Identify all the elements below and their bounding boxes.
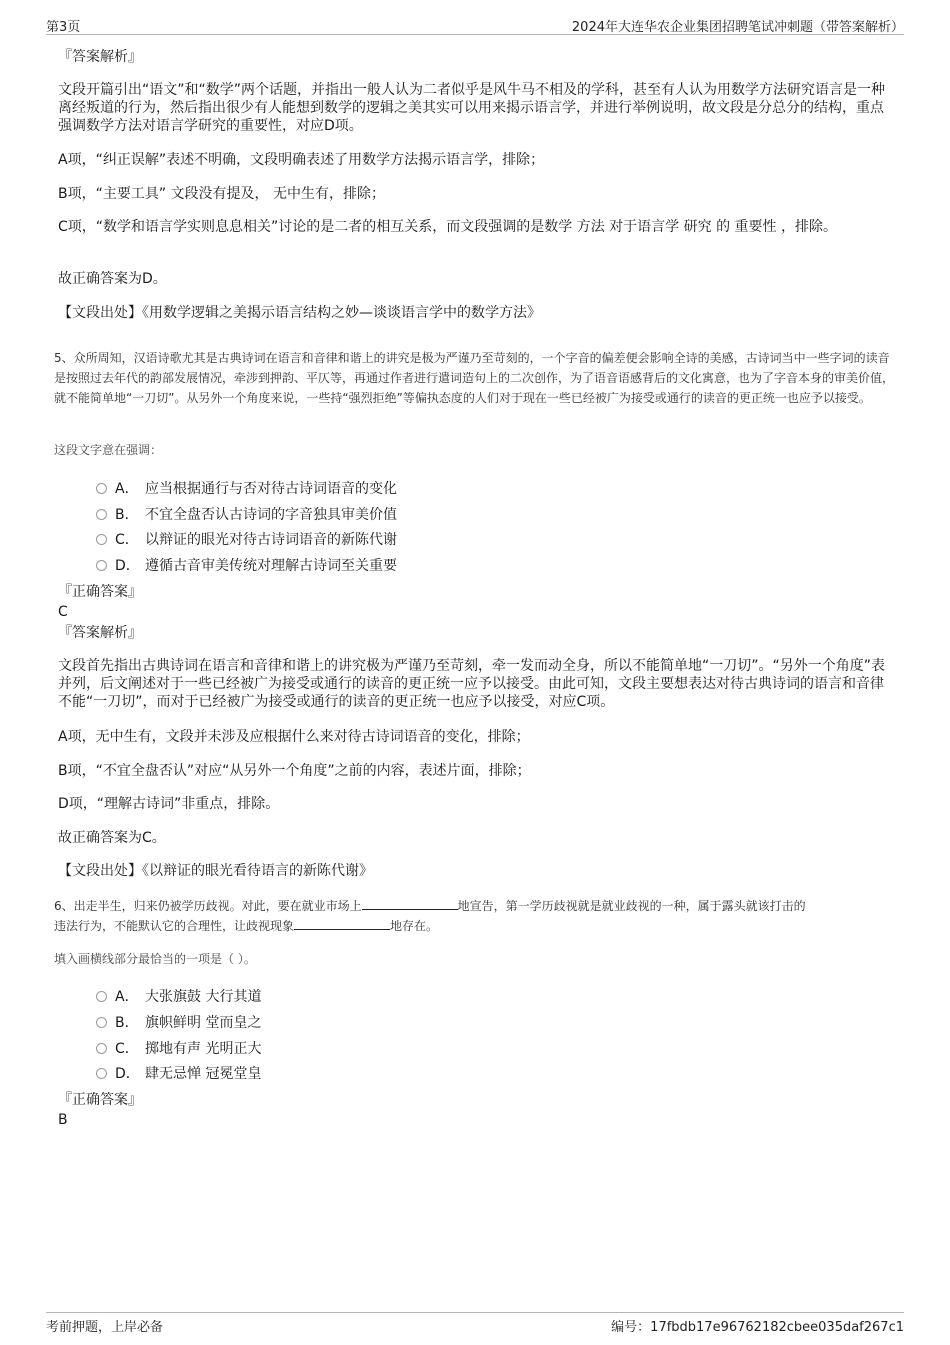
stem-part: 6、出走半生，归来仍被学历歧视。对此，要在就业市场上 (54, 899, 362, 913)
radio-icon[interactable] (96, 991, 107, 1002)
code-value: 17fbdb17e96762182cbee035daf267c1 (650, 1320, 904, 1335)
analysis-paragraph: 文段开篇引出“语文”和“数学”两个话题，并指出一般人认为二者似乎是风牛马不相及的学科，甚至有人认为用数学方法研究语言是一种离经叛道的行为，然后指出很少有人能想到数学的逻辑之美其实可以用来揭示语言学，并进行举例说明，故文段是分总分的结构，重点强调数学方法对语言学研究的重要性，对应D项。 (58, 82, 886, 134)
option-letter: B． (115, 1015, 139, 1031)
code-label: 编号： (611, 1320, 651, 1335)
option-text: 以辩证的眼光对待古诗词语音的新陈代谢 (145, 532, 397, 548)
analysis-option-c: C项，“数学和语言学实则息息相关”讨论的是二者的相互关系，而文段强调的是数学 方法 对于语言学 研究 的 重要性 ，排除。 (58, 219, 837, 235)
question-stem (54, 896, 896, 936)
stem-part: 地宣告，第一学历歧视就是就业歧视的一种，属于露头就该打击的 (457, 899, 806, 913)
analysis-option-d: D项，“理解古诗词”非重点，排除。 (58, 796, 280, 812)
option-text: 遵循古音审美传统对理解古诗词至关重要 (145, 558, 397, 574)
analysis-conclusion: 故正确答案为D。 (58, 271, 167, 287)
source-citation: 【文段出处】《以辩证的眼光看待语言的新陈代谢》 (58, 863, 373, 879)
option-a[interactable] (96, 986, 261, 1006)
radio-icon[interactable] (96, 1068, 107, 1079)
analysis-option-a: A项，“纠正误解”表述不明确，文段明确表述了用数学方法揭示语言学，排除； (58, 152, 545, 168)
option-a[interactable] (96, 478, 397, 498)
analysis-option-b: B项，“主要工具” 文段没有提及， 无中生有，排除； (58, 186, 386, 202)
option-letter: C． (115, 532, 139, 548)
radio-icon[interactable] (96, 534, 107, 545)
correct-answer: B (58, 1112, 68, 1128)
option-d[interactable] (96, 555, 397, 575)
option-letter: B． (115, 507, 139, 523)
analysis-conclusion: 故正确答案为C。 (58, 830, 166, 846)
radio-icon[interactable] (96, 1017, 107, 1028)
analysis-option-b: B项，“不宜全盘否认”对应“从另外一个角度”之前的内容，表述片面，排除； (58, 763, 531, 779)
analysis-tag: 『答案解析』 (58, 49, 142, 65)
radio-icon[interactable] (96, 1043, 107, 1054)
option-b[interactable] (96, 504, 397, 524)
option-letter: C． (115, 1041, 139, 1057)
analysis-option-a: A项，无中生有，文段并未涉及应根据什么来对待古诗词语音的变化，排除； (58, 729, 530, 745)
option-c[interactable] (96, 529, 397, 549)
option-text: 旗帜鲜明 堂而皇之 (145, 1015, 262, 1031)
option-text: 掷地有声 光明正大 (145, 1041, 262, 1057)
question-prompt: 填入画横线部分最恰当的一项是（ ）。 (54, 952, 256, 966)
footer-slogan: 考前押题，上岸必备 (46, 1320, 164, 1335)
option-letter: A． (115, 481, 139, 497)
correct-answer-tag: 『正确答案』 (58, 1092, 142, 1108)
analysis-paragraph: 文段首先指出古典诗词在语言和音律和谐上的讲究极为严谨乃至苛刻，牵一发而动全身，所以不能简单地“一刀切”。“另外一个角度”表并列，后文阐述对于一些已经被广为接受或通行的读音的更正统一应予以接受。由此可知，文段主要想表达对待古典诗词的语言和音律不能“一刀切”，而对于已经被广为接受或通行的读音的更正统一也应予以接受，对应C项。 (58, 658, 886, 710)
radio-icon[interactable] (96, 560, 107, 571)
fill-blank-2 (294, 917, 390, 930)
option-letter: A． (115, 989, 139, 1005)
page-header (46, 14, 904, 35)
page-number: 第3页 (46, 20, 81, 35)
question-stem: 5、众所周知，汉语诗歌尤其是古典诗词在语言和音律和谐上的讲究是极为严谨乃至苛刻的，一个字音的偏差便会影响全诗的美感，古诗词当中一些字词的读音是按照过去年代的韵部发展情况，牵涉到押韵、平仄等，再通过作者进行遣词造句上的二次创作，为了语音语感背后的文化寓意，也为了字音本身的审美价值，就不能简单地“一刀切”。从另外一个角度来说，一些持“强烈拒绝”等偏执态度的人们对于现在一些已经被广为接受或通行的读音的更正统一也应予以接受。 (54, 351, 895, 405)
radio-icon[interactable] (96, 509, 107, 520)
option-d[interactable] (96, 1063, 261, 1083)
option-text: 肆无忌惮 冠冕堂皇 (145, 1066, 262, 1082)
option-text: 大张旗鼓 大行其道 (145, 989, 262, 1005)
option-letter: D． (115, 1066, 140, 1082)
option-b[interactable] (96, 1012, 261, 1032)
correct-answer-tag: 『正确答案』 (58, 584, 142, 600)
fill-blank-1 (362, 897, 458, 910)
option-text: 应当根据通行与否对待古诗词语音的变化 (145, 481, 397, 497)
question-prompt: 这段文字意在强调： (54, 443, 163, 457)
option-letter: D． (115, 558, 140, 574)
correct-answer: C (58, 604, 68, 620)
document-code (611, 1316, 904, 1335)
stem-part: 违法行为，不能默认它的合理性，让歧视现象 (54, 919, 295, 933)
option-text: 不宜全盘否认古诗词的字音独具审美价值 (145, 507, 397, 523)
stem-part: 地存在。 (390, 919, 439, 933)
radio-icon[interactable] (96, 483, 107, 494)
analysis-tag: 『答案解析』 (58, 625, 142, 641)
document-title: 2024年大连华农企业集团招聘笔试冲刺题（带答案解析） (571, 20, 904, 35)
option-c[interactable] (96, 1038, 261, 1058)
source-citation: 【文段出处】《用数学逻辑之美揭示语言结构之妙—谈谈语言学中的数学方法》 (58, 305, 541, 321)
page-footer (46, 1312, 904, 1335)
